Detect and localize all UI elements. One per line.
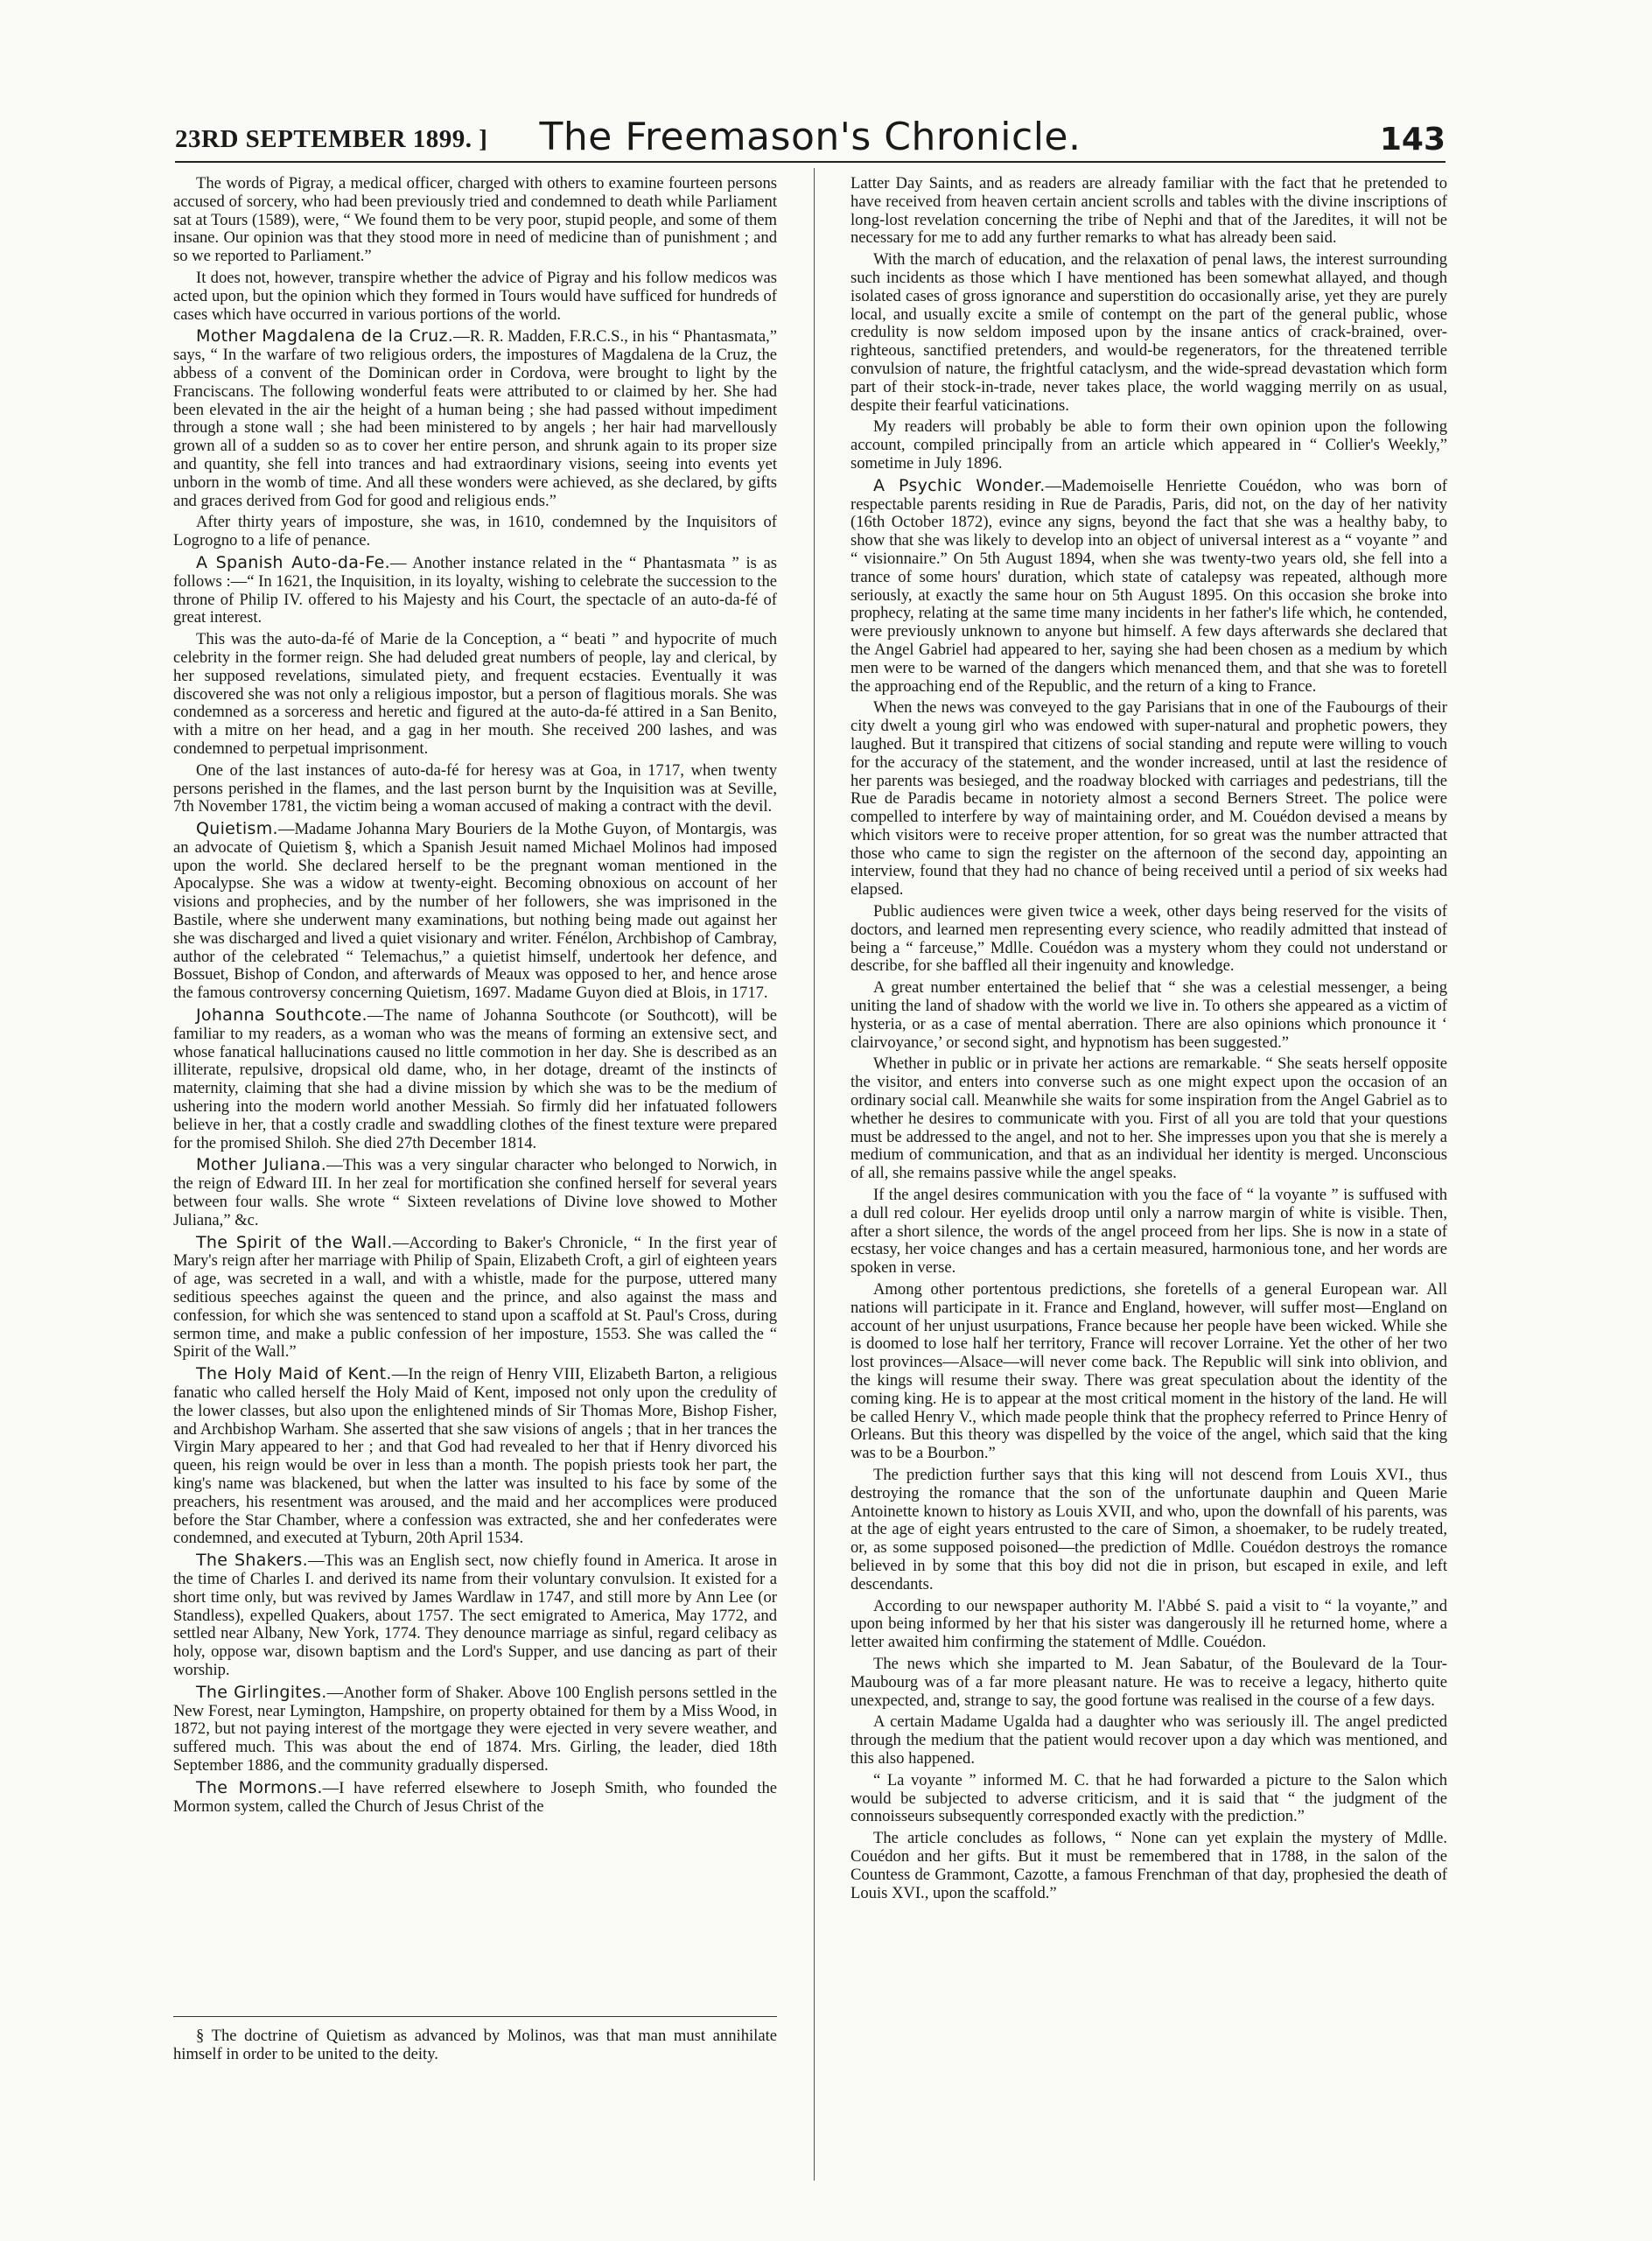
section-southcote [173, 1006, 777, 1152]
left-column [173, 175, 777, 2179]
section-auto-da-fe [173, 554, 777, 627]
section-text: —This was a very singular character who belonged to Norwich, in the reign of Edward III. In her zeal for mortification she confined herself for several years between four walls. She wrote “ Sixteen revelations of Divine love showed to Mother Juliana,” &c. [173, 1156, 777, 1229]
paragraph: If the angel desires communication with you the face of “ la voyante ” is suffused with a dull red colour. Her eyelids droop until only a narrow margin of white is visible. Then, after a short silence, the words of the angel proceed from her lips. She is now in a state of ecstasy, her voice changes and has a certain measured, harmonious tone, and her words are spoken in verse. [850, 1186, 1447, 1278]
section-text: —The name of Johanna Southcote (or Southcott), will be familiar to my readers, as a woman who was the means of forming an extensive sect, and whose fanatical hallucinations caused no little commotion in her day. She is described as an illiterate, repulsive, dropsical old dame, who, in her dotage, dreamt of the instincts of maternity, claiming that she had a divine mission by which she was to be the medium of ushering into the modern world another Messiah. So firmly did her infatuated followers believe in her, that a costly cradle and swaddling clothes of the finest texture were prepared for the promised Shiloh. She died 27th December 1814. [173, 1006, 777, 1152]
section-text: —I have referred elsewhere to Joseph Smith, who founded the Mormon system, called the Church of Jesus Christ of the [173, 1778, 777, 1816]
paragraph: The news which she imparted to M. Jean Sabatur, of the Boulevard de la Tour-Maubourg was of a far more pleasant nature. He was to receive a legacy, hitherto quite unexpected, and, strange to say, the good fortune was realised in the course of a few days. [850, 1654, 1447, 1710]
paragraph: It does not, however, transpire whether the advice of Pigray and his follow medicos was acted upon, but the opinion which they formed in Tours would have sufficed for hundreds of cases which have occurred in various portions of the world. [173, 268, 777, 324]
issue-date: 23RD SEPTEMBER 1899. ] [175, 125, 488, 153]
section-shakers [173, 1551, 777, 1680]
paragraph: The article concludes as follows, “ None can yet explain the mystery of Mdlle. Couédon and her gifts. But it must be remembered that in 1788, in the salon of the Countess de Grammont, Cazotte, a famous Frenchman of that day, prophesied the death of Louis XVI., upon the scaffold.” [850, 1829, 1447, 1902]
section-text: —This was an English sect, now chiefly found in America. It arose in the time of Charles I. and derived its name from their voluntary convulsion. It existed for a short time only, but was revived by James Wardlaw in 1747, and still more by Ann Lee (or Standless), expelled Quakers, about 1757. The sect emigrated to America, May 1772, and settled near Albany, New York, 1774. They denounce marriage as sinful, regard celibacy as holy, oppose war, disown baptism and the Lord's Supper, and use dancing as part of their worship. [173, 1551, 777, 1679]
paragraph: Latter Day Saints, and as readers are already familiar with the fact that he pretended to have received from heaven certain ancient scrolls and tables with the divine inscriptions of long-lost revelation concerning the tribe of Nephi and that of the Jaredites, it will not be necessary for me to add any further remarks to what has already been said. [850, 175, 1447, 248]
section-spirit-of-wall [173, 1234, 777, 1362]
footnote-text: § The doctrine of Quietism as advanced by Molinos, was that man must annihilate himself in order to be united to the deity. [173, 2027, 777, 2063]
paragraph: After thirty years of imposture, she was, in 1610, condemned by the Inquisitors of Logrogno to a life of penance. [173, 513, 777, 550]
section-mormons [173, 1779, 777, 1817]
right-column [850, 175, 1447, 2179]
paragraph: This was the auto-da-fé of Marie de la Conception, a “ beati ” and hypocrite of much celebrity in the former reign. She had deluded great numbers of people, lay and clerical, by her supposed revelations, simulated piety, and frequent ecstacies. Eventually it was discovered she was not only a religious impostor, but a person of flagitious morals. She was condemned as a sorceress and heretic and figured at the auto-da-fé attired in a San Benito, with a mitre on her head, and a gag in her mouth. She received 200 lashes, and was condemned to perpetual imprisonment. [173, 630, 777, 758]
section-text: —According to Baker's Chronicle, “ In the first year of Mary's reign after her marriage with Philip of Spain, Elizabeth Croft, a girl of eighteen years of age, was secreted in a wall, and with a whistle, made for the purpose, uttered many seditious speeches against the queen and the prince, and also against the mass and confession, for which she was sentenced to stand upon a scaffold at St. Paul's Cross, during sermon time, and make a public confession of her imposture, 1553. She was called the “ Spirit of the Wall.” [173, 1233, 777, 1362]
section-heading: A Spanish Auto-da-Fe. [196, 552, 390, 572]
section-heading: Mother Juliana. [196, 1155, 327, 1175]
paragraph: A certain Madame Ugalda had a daughter who was seriously ill. The angel predicted through the medium that the patient would recover upon a day which was mentioned, and this also happened. [850, 1712, 1447, 1768]
paragraph: According to our newspaper authority M. l'Abbé S. paid a visit to “ la voyante,” and upon being informed by her that his sister was dangerously ill he returned home, where a letter awaited him confirming the statement of Mdlle. Couédon. [850, 1596, 1447, 1652]
section-heading: The Shakers. [196, 1551, 308, 1571]
paragraph: One of the last instances of auto-da-fé for heresy was at Goa, in 1717, when twenty persons perished in the flames, and the last person burnt by the Inquisition was at Seville, 7th November 1781, the victim being a woman accused of making a contract with the devil. [173, 760, 777, 816]
section-text: —Another form of Shaker. Above 100 English persons settled in the New Forest, near Lymington, Hampshire, on property obtained for them by a Miss Wood, in 1872, but not paying interest of the mortgage they were ejected in very severe weather, and suffered much. This was about the end of 1874. Mrs. Girling, the leader, died 18th September 1886, and the community gradually dispersed. [173, 1683, 777, 1775]
section-heading: A Psychic Wonder. [873, 475, 1046, 495]
page-number: 143 [1379, 122, 1446, 158]
section-text: —R. R. Madden, F.R.C.S., in his “ Phantasmata,” says, “ In the warfare of two religious orders, the impostures of Magdalena de la Cruz, the abbess of a convent of the Dominican order in Cordova, were brought to light by the Franciscans. The following wonderful feats were attributed to or claimed by her. She had been elevated in the air the height of a human being ; she had passed without impediment through a stone wall ; she had been ministered to by angels ; her hair had marvellously grown all of a sudden so as to cover her entire person, and shrunk again to its proper size and quantity, she fell into trances and had extraordinary visions, seeing into events yet unborn in the womb of time. And all these wonders were achieved, as she declared, by gifts and graces derived from God for good and religious ends.” [173, 327, 777, 510]
section-heading: Mother Magdalena de la Cruz. [196, 326, 454, 347]
paragraph: With the march of education, and the relaxation of penal laws, the interest surrounding such incidents as those which I have mentioned has been somewhat allayed, and though isolated cases of gross ignorance and superstition do occasionally arise, yet they are purely local, and usually excite a smile of contempt on the part of the general public, whose credulity is now seldom imposed upon by the insane antics of crack-brained, over-righteous, sanctified pretenders, and would-be regenerators, for the threatened terrible convulsion of nature, the frightful cataclysm, and the wide-spread devastation which form part of their stock-in-trade, never takes place, the world wagging merrily on as usual, despite their fearful vaticinations. [850, 250, 1447, 415]
section-magdalena [173, 327, 777, 510]
section-heading: Johanna Southcote. [196, 1005, 368, 1026]
paragraph: The prediction further says that this king will not descend from Louis XVI., thus destroying the romance that the son of the unfortunate dauphin and Queen Marie Antoinette known to history as Louis XVII, and who, upon the downfall of his parents, was at the age of eight years entrusted to the care of Simon, a shoemaker, to be rudely treated, or, as some supposed poisoned—the prediction of Mdlle. Couédon destroys the romance believed in by some that this boy did not die in prison, but escaped in exile, and left descendants. [850, 1465, 1447, 1593]
section-girlingites [173, 1684, 777, 1775]
section-psychic-wonder [850, 477, 1447, 697]
section-text: —Madame Johanna Mary Bouriers de la Mothe Guyon, of Montargis, was an advocate of Quietism §, which a Spanish Jesuit named Michael Molinos had imposed upon the world. She declared herself to be the pregnant woman mentioned in the Apocalypse. She was a widow at twenty-eight. Becoming obnoxious on account of her visions and prophecies, and by the number of her followers, she was imprisoned in the Bastile, where she underwent many examinations, but nothing being made out against her she was discharged and lived a quiet visionary and writer. Fénélon, Archbishop of Cambray, author of the celebrated “ Telemachus,” a quietist himself, undertook her defence, and Bossuet, Bishop of Condon, and afterwards of Meaux was opposed to her, and hence arose the famous controversy concerning Quietism, 1697. Madame Guyon died at Blois, in 1717. [173, 820, 777, 1003]
publication-title: The Freemason's Chronicle. [539, 115, 1082, 159]
paragraph: When the news was conveyed to the gay Parisians that in one of the Faubourgs of their city dwelt a young girl who was endowed with super-natural and prophetic powers, they laughed. But it transpired that citizens of social standing and repute were willing to vouch for the accuracy of the statement, and the wonder increased, until at last the residence of her parents was besieged, and the roadway blocked with carriages and pedestrians, till the Rue de Paradis became in notoriety almost a second Berners Street. The police were compelled to interfere by way of maintaining order, and M. Couédon devised a means by which visitors were to receive proper attention, for so great was the number attracted that those who came to sign the register on the afternoon of the second day, appointing an interview, found that they had no chance of being received until a period of six weeks had elapsed. [850, 698, 1447, 900]
section-holy-maid [173, 1365, 777, 1548]
column-divider [814, 168, 815, 2181]
section-heading: Quietism. [196, 819, 278, 839]
section-heading: The Girlingites. [196, 1682, 327, 1702]
paragraph: A great number entertained the belief that “ she was a celestial messenger, a being uniting the land of shadow with the world we live in. To others she appeared as a victim of hysteria, or as a case of mental aberration. There are also opinions which pronounce it ‘ clairvoyance,’ or second sight, and hypnotism has been suggested.” [850, 978, 1447, 1052]
section-heading: The Holy Maid of Kent. [196, 1364, 392, 1384]
paragraph: “ La voyante ” informed M. C. that he had forwarded a picture to the Salon which would be subjected to adverse criticism, and it is said that “ the judgment of the connoisseurs subsequently corresponded exactly with the prediction.” [850, 1770, 1447, 1826]
paragraph: The words of Pigray, a medical officer, charged with others to examine fourteen persons accused of sorcery, who had been previously tried and condemned to death while Parliament sat at Tours (1589), were, “ We found them to be very poor, stupid people, and some of them insane. Our opinion was that they stood more in need of medicine than of punishment ; and so we reported to Parliament.” [173, 175, 777, 266]
section-quietism [173, 820, 777, 1003]
paragraph: Among other portentous predictions, she foretells of a general European war. All nations will participate in it. France and England, however, will suffer most—England on account of her unjust usurpations, France because her people have been wicked. While she is doomed to lose half her territory, France will recover Lorraine. Yet the other of her two lost provinces—Alsace—will never come back. The Republic will sink into oblivion, and the kings will resume their sway. There was great speculation about the identity of the coming king. He is to appear at the most critical moment in the history of the land. He will be called Henry V., which made people think that the prophecy referred to Prince Henry of Orleans. But this theory was dispelled by the voice of the angel, which said that the king was to be a Bourbon.” [850, 1280, 1447, 1463]
section-text: — Another instance related in the “ Phantasmata ” is as follows :—“ In 1621, the Inquisition, in its loyalty, wishing to celebrate the succession to the throne of Philip IV. offered to his Majesty and his Court, the spectacle of an auto-da-fé of great interest. [173, 553, 777, 627]
page-header [175, 112, 1446, 163]
section-text: —In the reign of Henry VIII, Elizabeth Barton, a religious fanatic who called herself the Holy Maid of Kent, imposed not only upon the credulity of the lower classes, but also upon the enlightened minds of Sir Thomas More, Bishop Fisher, and Archbishop Warham. She asserted that she saw visions of angels ; that in her trances the Virgin Mary appeared to her ; and that God had revealed to her that if Henry divorced his queen, his reign would be over in less than a month. The popish priests took her part, the king's name was blackened, but when the latter was insulted to his face by some of the preachers, his resentment was aroused, and the maid and her accomplices were produced before the Star Chamber, where a confession was extracted, she and her confederates were condemned, and executed at Tyburn, 20th April 1534. [173, 1365, 777, 1548]
footnote [173, 2016, 777, 2064]
section-juliana [173, 1156, 777, 1229]
paragraph: Whether in public or in private her actions are remarkable. “ She seats herself opposite the visitor, and enters into converse such as one might expect upon the occasion of an ordinary social call. Meanwhile she waits for some inspiration from the Angel Gabriel as to whether he desires to communicate with you. First of all you are told that your questions must be addressed to the angel, and not to her. She impresses upon you that she is merely a medium of communication, and that as an individual her identity is merged. Unconscious of all, she remains passive while the angel speaks. [850, 1054, 1447, 1183]
section-heading: The Mormons. [196, 1777, 323, 1797]
section-text: —Mademoiselle Henriette Couédon, who was born of respectable parents residing in Rue de Paradis, Paris, did not, on the day of her nativity (16th October 1872), evince any signs, beyond the fact that she was a healthy baby, to show that she was likely to develop into an object of universal interest as a “ voyante ” and “ visionnaire.” On 5th August 1894, when she was twenty-two years old, she fell into a trance of some hours' duration, which state of catalepsy was repeated, although more seriously, at exactly the same hour on 5th August 1895. On this occasion she broke into prophecy, relating at the same time many incidents in her father's life which, he contended, were previously unknown to anyone but himself. A few days afterwards she declared that the Angel Gabriel had appeared to her, saying she had been chosen as a medium by which men were to be warned of the dangers which menanced them, and that she was to foretell the approaching end of the Republic, and the return of a king to France. [850, 476, 1447, 696]
section-heading: The Spirit of the Wall. [196, 1232, 393, 1252]
paragraph: My readers will probably be able to form their own opinion upon the following account, compiled principally from an article which appeared in “ Collier's Weekly,” sometime in July 1896. [850, 417, 1447, 473]
paragraph: Public audiences were given twice a week, other days being reserved for the visits of doctors, and learned men representing every science, who readily admitted that instead of being a “ farceuse,” Mdlle. Couédon was a mystery whom they could not understand or describe, for she baffled all their ingenuity and knowledge. [850, 902, 1447, 976]
